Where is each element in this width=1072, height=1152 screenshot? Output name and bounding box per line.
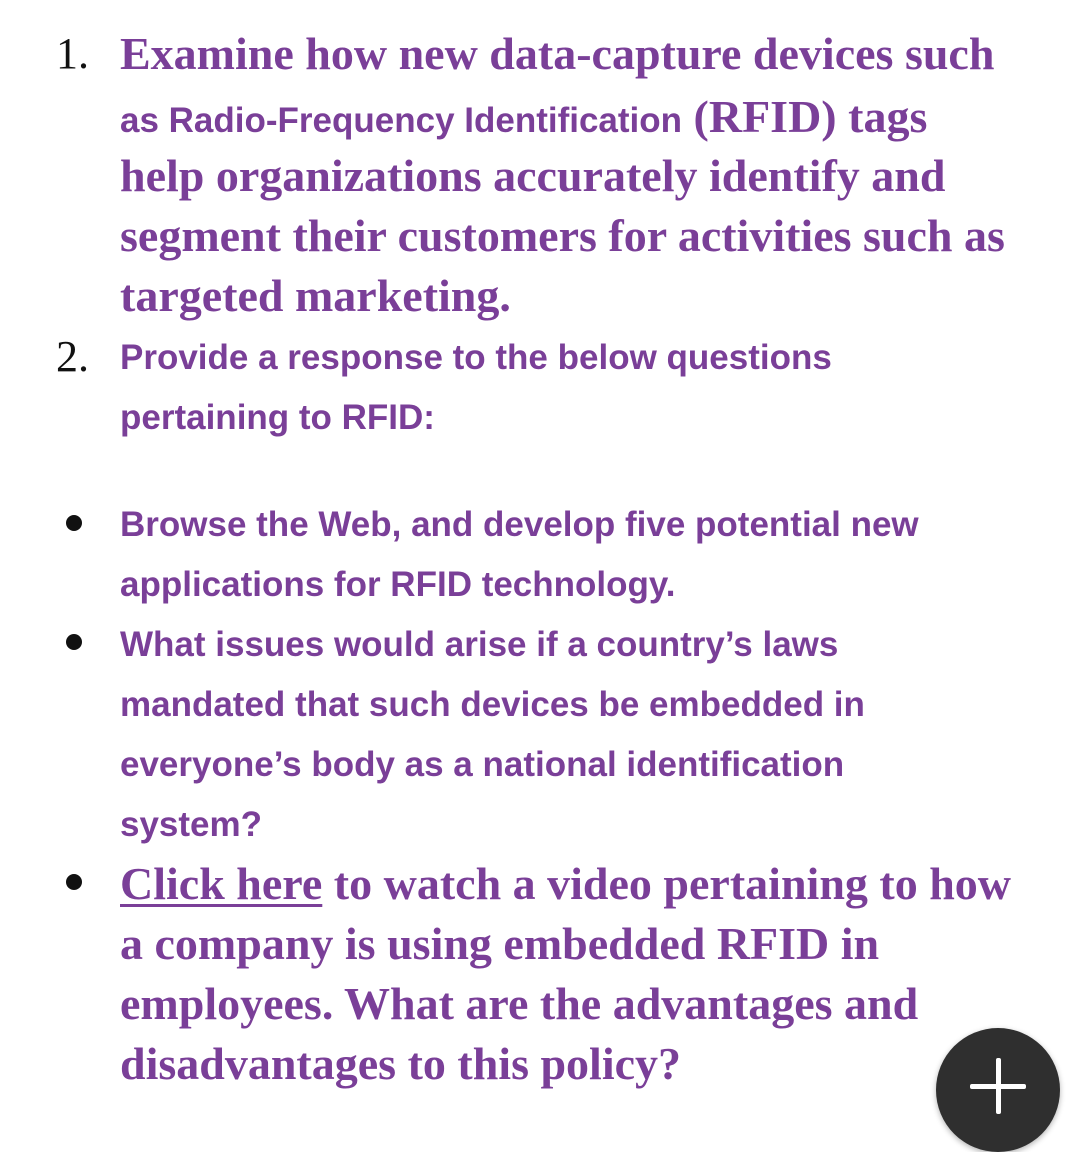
bullet-3-line-3: employees. What are the advantages and: [120, 978, 919, 1029]
bullet-3-line-2: a company is using embedded RFID in: [120, 918, 880, 969]
bullet-2-line-2: mandated that such devices be embedded in: [120, 685, 865, 724]
bullet-marker-3: [66, 874, 82, 890]
bullet-2-line-4: system?: [120, 805, 263, 844]
bullet-1-line-1: Browse the Web, and develop five potential new: [120, 505, 919, 544]
bullet-3-line-1: [120, 854, 1011, 914]
item-1-line-2: [120, 87, 927, 151]
bullet-1-line-2: applications for RFID technology.: [120, 565, 676, 604]
bullet-2-line-1: What issues would arise if a country’s laws: [120, 625, 839, 664]
add-button[interactable]: [936, 1028, 1060, 1152]
bullet-3-line-4: disadvantages to this policy?: [120, 1038, 682, 1089]
item-1-line-4: segment their customers for activities such as: [120, 210, 1005, 261]
item-1-line-3: help organizations accurately identify and: [120, 150, 946, 201]
item-1-line-1: Examine how new data-capture devices such: [120, 28, 995, 79]
item-2-line-1: Provide a response to the below questions: [120, 338, 832, 377]
list-number-2: 2.: [56, 332, 89, 381]
bullet-marker-2: [66, 634, 82, 650]
item-1-line-2-sans: as Radio-Frequency Identification: [120, 101, 683, 140]
bullet-marker-1: [66, 515, 82, 531]
item-1-line-2-serif: (RFID) tags: [682, 91, 928, 142]
list-number-1: 1.: [56, 29, 89, 78]
plus-icon-vertical: [996, 1058, 1001, 1114]
item-1-line-5: targeted marketing.: [120, 270, 511, 321]
bullet-2-line-3: everyone’s body as a national identification: [120, 745, 845, 784]
click-here-link[interactable]: Click here: [120, 858, 323, 909]
bullet-3-line-1-text: to watch a video pertaining to how: [322, 858, 1012, 909]
item-2-line-2: pertaining to RFID:: [120, 398, 435, 437]
